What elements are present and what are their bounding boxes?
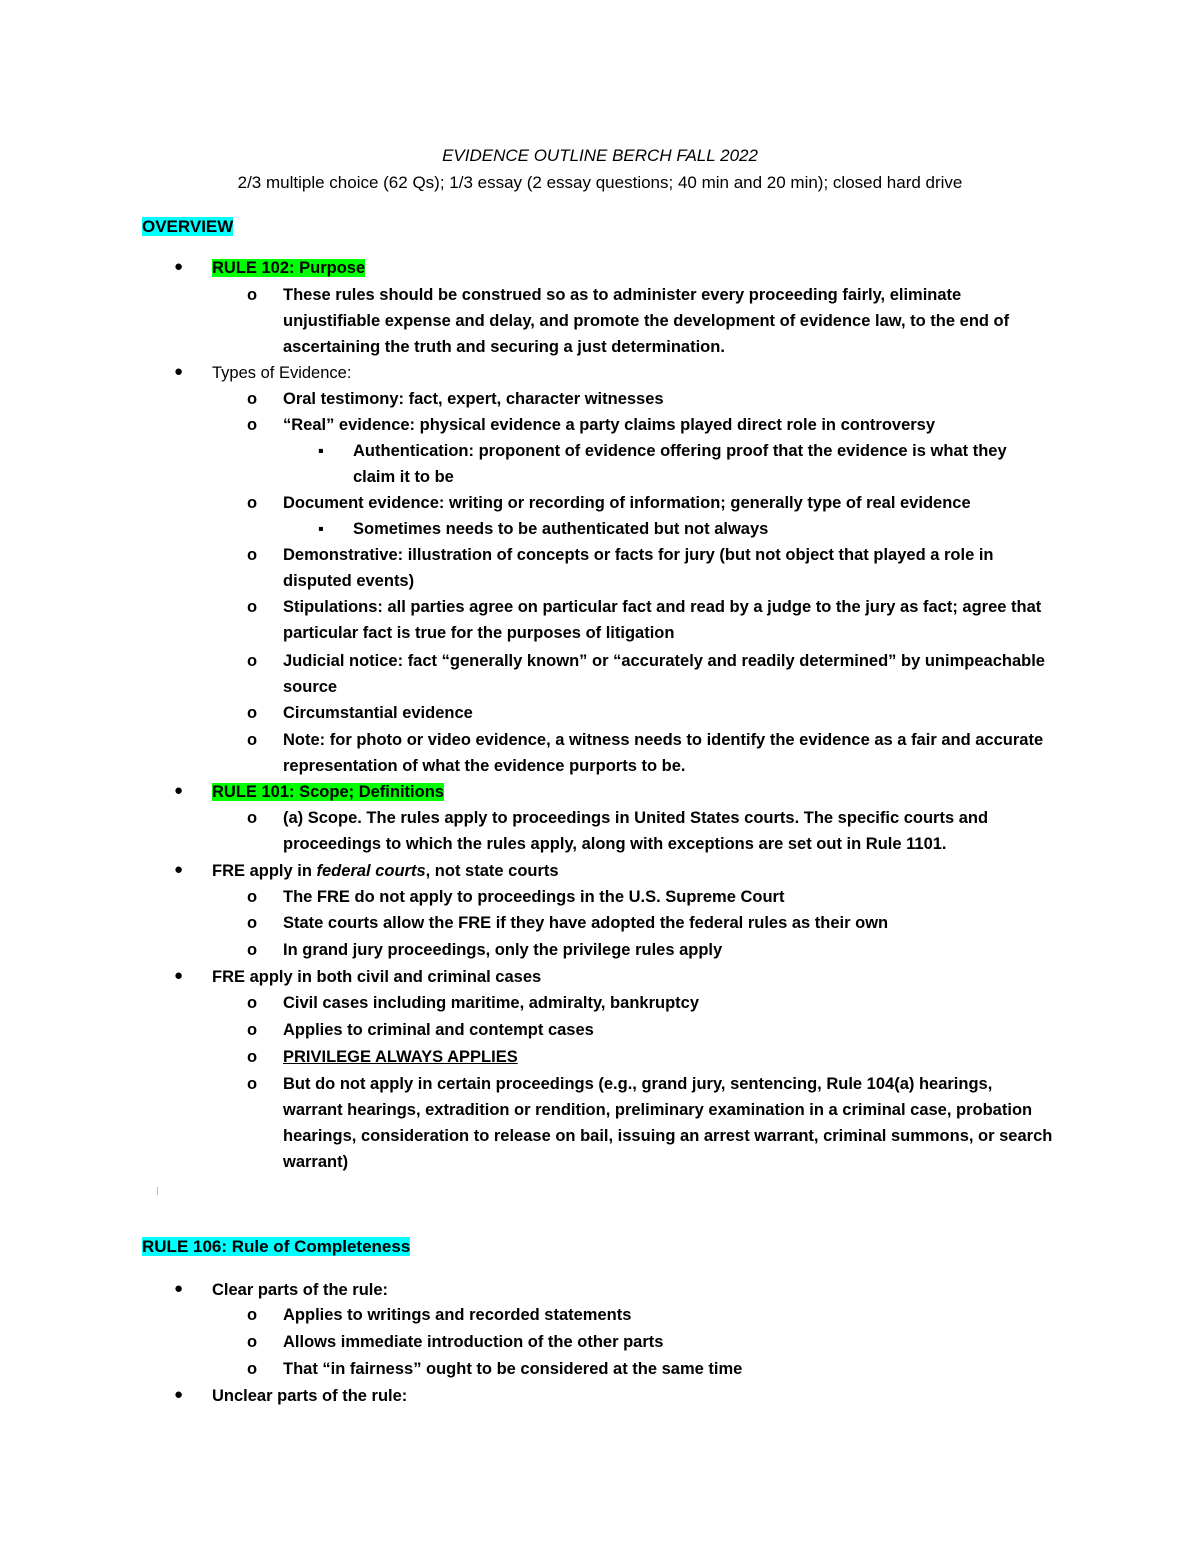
fre-civil-exception-line: warrant) [283, 1153, 349, 1171]
types-real: “Real” evidence: physical evidence a party claims played direct role in controversy [283, 416, 936, 434]
bullet-icon: ● [174, 782, 184, 799]
sub-bullet-icon: o [247, 888, 258, 906]
sub-bullet-icon: o [247, 994, 258, 1012]
sub-bullet-icon: o [247, 914, 258, 932]
types-auth-line: claim it to be [353, 468, 454, 486]
rule101-scope-line: (a) Scope. The rules apply to proceedings in United States courts. The specific courts and [283, 809, 989, 827]
sub-bullet-icon: o [247, 704, 258, 722]
fre-federal-item: The FRE do not apply to proceedings in the U.S. Supreme Court [283, 888, 785, 906]
overview-heading-text: OVERVIEW [142, 217, 234, 236]
sub-bullet-icon: o [247, 1333, 258, 1351]
types-document: Document evidence: writing or recording of information; generally type of real evidence [283, 494, 971, 512]
bullet-icon: ● [174, 967, 184, 984]
rule106-heading-text: RULE 106: Rule of Completeness [142, 1237, 411, 1256]
fre-federal-item: State courts allow the FRE if they have adopted the federal rules as their own [283, 914, 889, 932]
fre-civil-exception-line: But do not apply in certain proceedings (e.g., grand jury, sentencing, Rule 104(a) hearings, [283, 1075, 993, 1093]
sub-bullet-icon: o [247, 598, 258, 616]
types-demo-line: Demonstrative: illustration of concepts or facts for jury (but not object that played a role in [283, 546, 994, 564]
fre-federal-post: , not state courts [425, 862, 559, 880]
bullet-icon: ● [174, 363, 184, 380]
types-stip-line: particular fact is true for the purposes of litigation [283, 624, 675, 642]
fre-civil-exception-line: warrant hearings, extradition or rendition, preliminary examination in a criminal case, probation [283, 1101, 1033, 1119]
square-bullet-icon: ▪ [318, 520, 324, 538]
rule102-text-line: ascertaining the truth and securing a just determination. [283, 338, 725, 356]
overview-heading [142, 217, 233, 237]
sub-bullet-icon: o [247, 286, 258, 304]
rule106-unclear-label: Unclear parts of the rule: [212, 1387, 408, 1405]
sub-bullet-icon: o [247, 1306, 258, 1324]
rule106-clear-item: Applies to writings and recorded statements [283, 1306, 632, 1324]
sub-bullet-icon: o [247, 494, 258, 512]
sub-bullet-icon: o [247, 1360, 258, 1378]
bullet-icon: ● [174, 258, 184, 275]
types-judicial-line: source [283, 678, 338, 696]
sub-bullet-icon: o [247, 809, 258, 827]
sub-bullet-icon: o [247, 416, 258, 434]
rule106-clear-item: That “in fairness” ought to be considered at the same time [283, 1360, 743, 1378]
rule102-text-line: unjustifiable expense and delay, and promote the development of evidence law, to the end of [283, 312, 1010, 330]
document-title: EVIDENCE OUTLINE BERCH FALL 2022 [442, 146, 758, 165]
rule102-text-line: These rules should be construed so as to administer every proceeding fairly, eliminate [283, 286, 962, 304]
rule101-label [212, 782, 444, 802]
sub-bullet-icon: o [247, 390, 258, 408]
fre-federal-pre: FRE apply in [212, 862, 317, 880]
rule101-scope-line: proceedings to which the rules apply, along with exceptions are set out in Rule 1101. [283, 835, 947, 853]
sub-bullet-icon: o [247, 546, 258, 564]
stray-mark [157, 1187, 158, 1195]
sub-bullet-icon: o [247, 652, 258, 670]
fre-civil-item: Applies to criminal and contempt cases [283, 1021, 594, 1039]
types-sometimes: Sometimes needs to be authenticated but not always [353, 520, 769, 538]
rule101-label-text: RULE 101: Scope; Definitions [212, 783, 444, 801]
document-subtitle: 2/3 multiple choice (62 Qs); 1/3 essay (2 essay questions; 40 min and 20 min); closed hard drive [237, 173, 963, 192]
privilege-always-applies: PRIVILEGE ALWAYS APPLIES [283, 1048, 518, 1066]
types-oral: Oral testimony: fact, expert, character witnesses [283, 390, 664, 408]
fre-civil-item: Civil cases including maritime, admiralty, bankruptcy [283, 994, 699, 1012]
rule102-label-text: RULE 102: Purpose [212, 259, 366, 277]
fre-federal-italic: federal courts [316, 862, 426, 880]
bullet-icon: ● [174, 1386, 184, 1403]
types-circumstantial: Circumstantial evidence [283, 704, 473, 722]
sub-bullet-icon: o [247, 1075, 258, 1093]
fre-federal-item: In grand jury proceedings, only the privilege rules apply [283, 941, 723, 959]
sub-bullet-icon: o [247, 941, 258, 959]
fre-federal-line [212, 861, 559, 881]
square-bullet-icon: ▪ [318, 442, 324, 460]
rule106-clear-item: Allows immediate introduction of the other parts [283, 1333, 664, 1351]
sub-bullet-icon: o [247, 1021, 258, 1039]
bullet-icon: ● [174, 1280, 184, 1297]
types-stip-line: Stipulations: all parties agree on particular fact and read by a judge to the jury as fact; agree that [283, 598, 1042, 616]
bullet-icon: ● [174, 861, 184, 878]
types-judicial-line: Judicial notice: fact “generally known” or “accurately and readily determined” by unimpeachable [283, 652, 1045, 670]
types-label: Types of Evidence: [212, 364, 352, 382]
types-auth-line: Authentication: proponent of evidence offering proof that the evidence is what they [353, 442, 1007, 460]
types-note-line: Note: for photo or video evidence, a witness needs to identify the evidence as a fair and accurate [283, 731, 1044, 749]
fre-civil-label: FRE apply in both civil and criminal cases [212, 968, 542, 986]
types-note-line: representation of what the evidence purports to be. [283, 757, 686, 775]
rule106-heading [142, 1237, 410, 1257]
rule106-clear-label: Clear parts of the rule: [212, 1281, 389, 1299]
sub-bullet-icon: o [247, 731, 258, 749]
rule102-label [212, 258, 365, 278]
sub-bullet-icon: o [247, 1048, 258, 1066]
fre-civil-exception-line: hearings, consideration to release on bail, issuing an arrest warrant, criminal summons, or search [283, 1127, 1053, 1145]
types-demo-line: disputed events) [283, 572, 415, 590]
